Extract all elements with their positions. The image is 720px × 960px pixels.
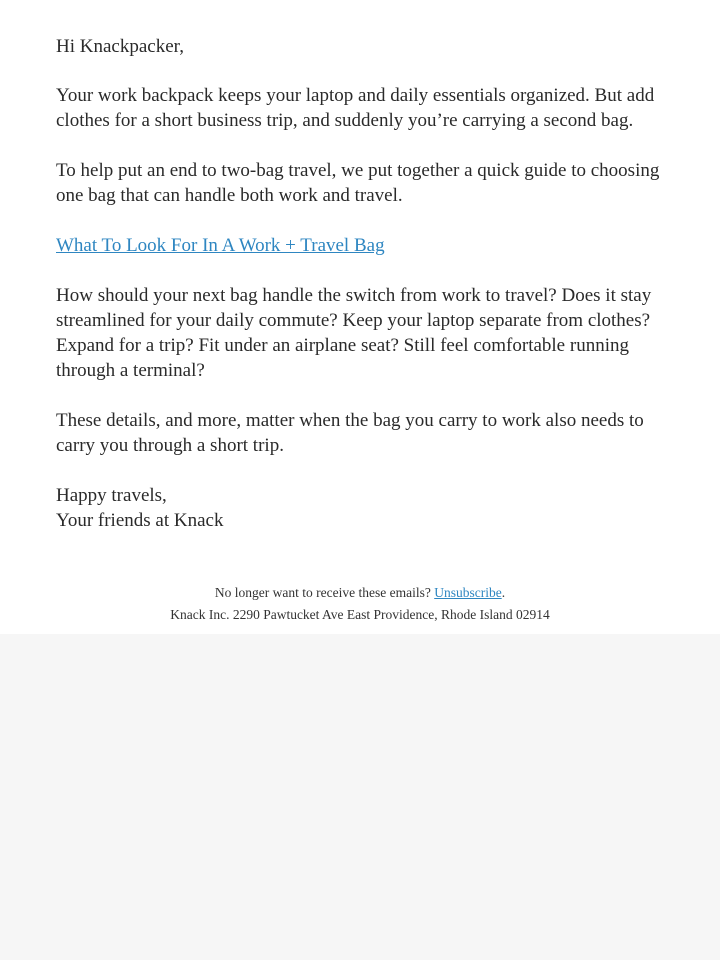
guide-link-container xyxy=(56,233,664,258)
unsubscribe-period: . xyxy=(501,585,506,600)
questions-paragraph: How should your next bag handle the switch from work to travel? Does it stay streamlined for your daily commute? Keep your laptop separate from clothes? Expand for a trip? Fit under an airplane seat? Still feel comfortable running through a terminal? xyxy=(56,285,652,381)
signoff xyxy=(56,483,664,533)
guide-link[interactable]: What To Look For In A Work + Travel Bag xyxy=(56,235,385,256)
guide-paragraph: To help put an end to two-bag travel, we put together a quick guide to choosing one bag that can handle both work and travel. xyxy=(56,160,660,206)
company-address: Knack Inc. 2290 Pawtucket Ave East Providence, Rhode Island 02914 xyxy=(170,607,550,622)
greeting: Hi Knackpacker, xyxy=(56,36,184,57)
signoff-line-2: Your friends at Knack xyxy=(56,510,224,531)
signoff-line-1: Happy travels, xyxy=(56,485,167,506)
unsubscribe-line xyxy=(0,582,720,604)
intro-paragraph: Your work backpack keeps your laptop and daily essentials organized. But add clothes for a short business trip, and suddenly you’re carrying a second bag. xyxy=(56,85,655,131)
email-body xyxy=(56,34,664,533)
unsubscribe-link[interactable]: Unsubscribe xyxy=(434,585,502,600)
unsubscribe-prompt: No longer want to receive these emails? xyxy=(214,585,435,600)
details-paragraph: These details, and more, matter when the bag you carry to work also needs to carry you through a short trip. xyxy=(56,410,644,456)
email-footer xyxy=(0,582,720,626)
